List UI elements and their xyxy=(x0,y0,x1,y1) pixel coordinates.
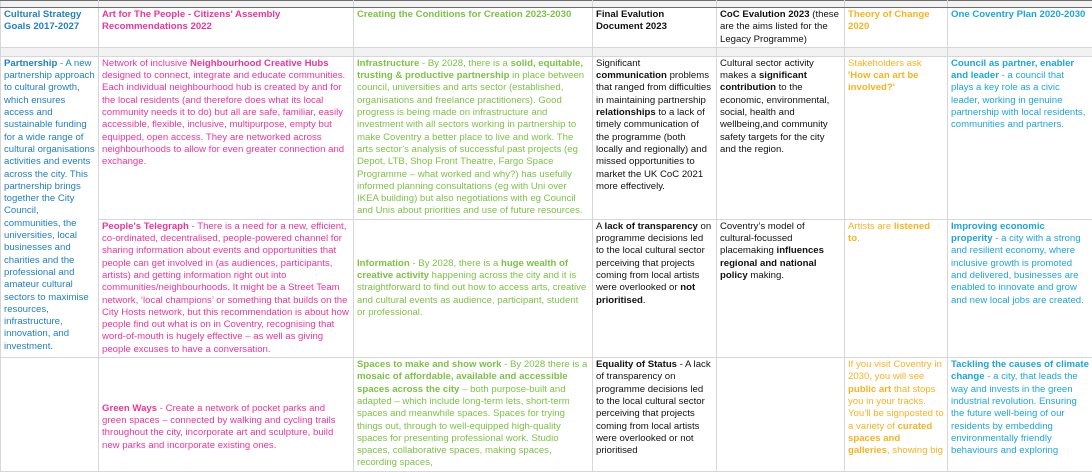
cell-bold: Green Ways xyxy=(102,403,157,414)
cell[interactable] xyxy=(1,47,99,56)
cell-text: to a lack of timely communication of the programme (both locally and regionally) and missed opportunities to market the UK CoC 2021 more effectively. xyxy=(596,107,707,192)
cell-bold: communication xyxy=(596,70,667,81)
cell-text: Artists are xyxy=(848,221,894,232)
header-text: CoC Evalution 2023 xyxy=(720,9,810,20)
cell[interactable] xyxy=(354,47,593,56)
cell-text: on programme decisions led to the local cultural sector perceiving that projects coming from local artists were overlooked or xyxy=(596,221,711,293)
header-text: Creating the Conditions for Creation 2023-2030 xyxy=(357,9,571,20)
header-cultural-strategy[interactable] xyxy=(1,8,99,48)
spacer-row xyxy=(1,47,1092,56)
cell-bold: listened to xyxy=(848,221,930,244)
cell-empty[interactable] xyxy=(1,358,99,472)
cell-text: Significant xyxy=(596,58,640,69)
cell-text: - By 2028, there is a xyxy=(419,58,510,69)
cell-bold: solid, equitable, trusting & productive partnership xyxy=(357,58,583,81)
header-row xyxy=(1,8,1092,48)
cell-equality-of-status[interactable] xyxy=(593,358,717,472)
cell-placemaking[interactable] xyxy=(717,219,845,357)
cell-text: - By 2028, there is a xyxy=(410,258,501,269)
cell-bold: mosaic of affordable, available and accessible spaces across the city xyxy=(357,371,568,394)
header-text: Theory of Change 2020 xyxy=(848,9,930,32)
cell-green-ways[interactable] xyxy=(99,358,354,472)
cell-communication[interactable] xyxy=(593,56,717,219)
cell-significant-contribution[interactable] xyxy=(717,56,845,219)
cell-infrastructure[interactable] xyxy=(354,56,593,219)
cell-text: - a city, that leads the way and invests in the green industrial revolution. Ensuring the future well-being of our residents by embedding environmentally friendly behaviours and exploring xyxy=(951,371,1078,456)
header-text: Cultural Strategy Goals 2017-2027 xyxy=(4,9,81,32)
cell-text: - By 2028 there is a xyxy=(502,359,588,370)
cell-partnership-goal[interactable] xyxy=(1,56,99,357)
cell-text: A xyxy=(596,221,605,232)
cell-bold: significant contribution xyxy=(720,70,807,93)
cell-text: - A new partnership approach to cultural growth, which ensures access and sustainable funding for a wide range of cultural organisations activities and events across the city. This partnership brings together the City Council, communities, the universities, local businesses and charities and the professional and amateur cultural sectors to maximise resources, infrastructure, innovation, and investment. xyxy=(4,58,95,352)
cell-climate-change[interactable] xyxy=(948,358,1092,472)
cell-visit-coventry[interactable] xyxy=(845,358,948,472)
table-row xyxy=(1,219,1092,357)
cell[interactable] xyxy=(717,1,845,8)
cell-council-partner[interactable] xyxy=(948,56,1092,219)
header-text: Final Evalution Document 2023 xyxy=(596,9,667,32)
cell-text: Network of inclusive xyxy=(102,58,190,69)
cell-spaces-make-show[interactable] xyxy=(354,358,593,472)
cell[interactable] xyxy=(354,1,593,8)
cell[interactable] xyxy=(948,1,1092,8)
cell-bold: lack of transparency xyxy=(605,221,698,232)
cell-peoples-telegraph[interactable] xyxy=(99,219,354,357)
cell-text: to the economic, environmental, social, health and wellbeing,and community safety targets for the city and the region. xyxy=(720,82,829,154)
cell[interactable] xyxy=(948,47,1092,56)
cell-bold: Information xyxy=(357,258,410,269)
cell-text: - There is a need for a new, efficient, co-ordinated, decentralised, people-powered channel for sharing information about events and opportunities that people can get involved in (as audiences, participants, artists) and getting information right out into communities/neighbourhoods. It might be a Street Team network, ‘local champions’ or something that builds on the City Hosts network, but this recommendation is about how people find out what is on in Coventry, recognising that word-of-mouth is hugely effective – as well as giving people excuses to have a conversation. xyxy=(102,221,349,355)
header-coc-evaluation[interactable] xyxy=(717,8,845,48)
cell[interactable] xyxy=(845,1,948,8)
cell-stakeholders-ask[interactable] xyxy=(845,56,948,219)
header-theory-of-change[interactable] xyxy=(845,8,948,48)
header-creating-conditions[interactable] xyxy=(354,8,593,48)
cell-lack-of-transparency[interactable] xyxy=(593,219,717,357)
cell[interactable] xyxy=(717,47,845,56)
cell-bold: huge wealth of creative activity xyxy=(357,258,568,281)
cell-economic-prosperity[interactable] xyxy=(948,219,1092,357)
cell-text: , showing big xyxy=(887,445,943,456)
cell-bold: People's Telegraph xyxy=(102,221,189,232)
cell-text: happening across the city and it is straightforward to find out how to access arts, creative and cultural events as audience, participant, student or professional. xyxy=(357,270,586,318)
header-text: One Coventry Plan 2020-2030 xyxy=(951,9,1085,20)
header-art-for-the-people[interactable] xyxy=(99,8,354,48)
header-final-evaluation[interactable] xyxy=(593,8,717,48)
cell-bold: curated spaces and galleries xyxy=(848,421,932,457)
cell-bold: 'How can art be involved?' xyxy=(848,70,919,93)
header-one-coventry-plan[interactable] xyxy=(948,8,1092,48)
cell-bold: Infrastructure xyxy=(357,58,419,69)
cell-bold: relationships xyxy=(596,107,656,118)
cell-text: Coventry’s model of cultural-focussed placemaking xyxy=(720,221,805,257)
header-note: (these are the aims listed for the Legacy Programme) xyxy=(720,9,839,45)
cell-text: - a council that plays a key role as a civic leader, working in genuine partnership with local residents, communities and partners. xyxy=(951,70,1085,130)
cell-text: Stakeholders ask xyxy=(848,58,922,69)
cell-text: - Create a network of pocket parks and green spaces – connected by walking and cycling trails throughout the city, incorporate art and sculpture, build new parks and incorporate existing ones. xyxy=(102,403,336,451)
cell[interactable] xyxy=(845,47,948,56)
cell-text: Cultural sector activity makes a xyxy=(720,58,814,81)
cell-bold: Tackling the causes of climate change xyxy=(951,359,1089,382)
header-text: Art for The People - Citizens' Assembly Recommendations 2022 xyxy=(102,9,280,32)
cell-information[interactable] xyxy=(354,219,593,357)
spacer-row xyxy=(1,1,1092,8)
cell[interactable] xyxy=(1,1,99,8)
cell-text: If you visit Coventry in 2030, you will see xyxy=(848,359,942,382)
cell-bold: Neighbourhood Creative Hubs xyxy=(190,58,329,69)
cell-bold: influences regional and national policy xyxy=(720,245,824,281)
cell-bold: Partnership xyxy=(4,58,57,69)
cell-artists-listened[interactable] xyxy=(845,219,948,357)
cell-neighbourhood-hubs[interactable] xyxy=(99,56,354,219)
cell-text: in place between council, universities and arts sector (established, organisations and freelance practitioners). Good progress is being made on infrastructure and investment with all sectors working in partnership to make Coventry a better place to live and work. The arts sector’s analysis of successful past projects (eg Depot, LTB, Shop Front Theatre, Fargo Space Programme – what worked and why?) has usefully informed planning consultations (eg with Uni over IKEA building) but also negotiations with eg Council and Unis about priorities and use of future resources. xyxy=(357,70,584,216)
cell[interactable] xyxy=(99,47,354,56)
cell-text: . xyxy=(643,295,646,306)
cell-text: - A lack of transparency on programme decisions led to the local cultural sector perceiving that projects coming from local artists were overlooked or not prioritised xyxy=(596,359,711,456)
cell[interactable] xyxy=(593,47,717,56)
cell-empty[interactable] xyxy=(717,358,845,472)
cell-text: problems that ranged from difficulties in maintaining partnership xyxy=(596,70,711,106)
table-row xyxy=(1,358,1092,472)
table-row xyxy=(1,56,1092,219)
cell[interactable] xyxy=(593,1,717,8)
cell-bold: Improving economic properity xyxy=(951,221,1045,244)
cell-bold: public art xyxy=(848,384,891,395)
cell-text: designed to connect, integrate and educate communities. Each individual neighbourhood hub is created by and for the local residents (and therefore does what its local community needs it to do) but all are safe, familiar, easily accessible, flexible, inclusive, multipurpose, empty but equipped, open access. They are networked across neighbourhoods to allow for even greater connection and exchange. xyxy=(102,70,345,167)
cell-bold: Spaces to make and show work xyxy=(357,359,502,370)
cell-bold: Equality of Status xyxy=(596,359,677,370)
cell-text: – both purpose-built and adapted – which include long-term lets, short-term spaces and meanwhile spaces. Spaces for trying things out, through to well-equipped high-quality spaces for presenting professional work. Studio spaces, collaborative spaces, making spaces, recording spaces, xyxy=(357,384,570,469)
cell-text: making. xyxy=(748,270,784,281)
cell[interactable] xyxy=(99,1,354,8)
cell-text: that stops you in your tracks. You’ll be signposted to a variety of xyxy=(848,384,944,432)
cell-text: - a city with a strong and resilient economy, where inclusive growth is promoted and delivered, businesses are enabled to innovate and grow and new local jobs are created. xyxy=(951,233,1084,305)
cell-bold: not prioritised xyxy=(596,282,695,305)
cell-bold: Council as partner, enabler and leader xyxy=(951,58,1074,81)
cell-text: . xyxy=(857,233,860,244)
